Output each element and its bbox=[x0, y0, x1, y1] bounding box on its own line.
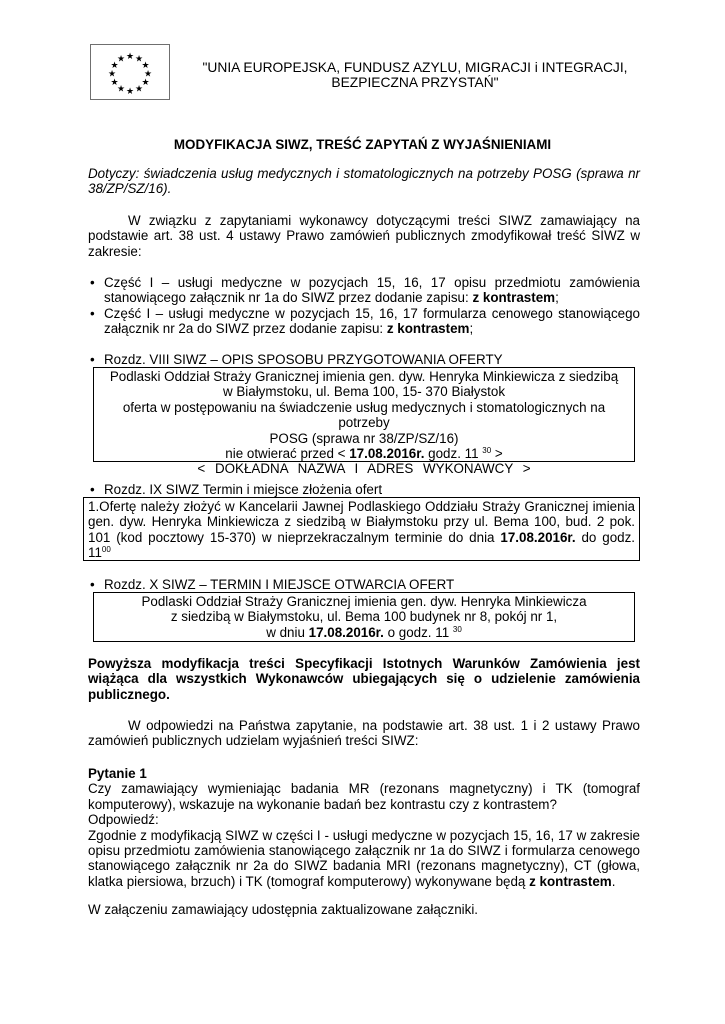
svg-text:★: ★ bbox=[134, 54, 144, 65]
eu-flag-logo bbox=[90, 44, 170, 100]
document-title: MODYFIKACJA SIWZ, TREŚĆ ZAPYTAŃ Z WYJAŚNIENIAMI bbox=[173, 137, 552, 152]
opening-time-line: w dniu 17.08.2016r. o godz. 11 $^{30}$ bbox=[266, 624, 462, 640]
svg-text:★: ★ bbox=[125, 87, 135, 97]
header-line-1: "UNIA EUROPEJSKA, FUNDUSZ AZYLU, MIGRACJI i INTEGRACJI, bbox=[202, 60, 628, 75]
answer-text: Zgodnie z modyfikacją SIWZ w części I - usługi medyczne w pozycjach 15, 16, 17 w zakresie opisu przedmiotu zamówienia stanowiącego załącznik nr 1a do SIWZ i formularza cenowego stanowiącego załącznik nr 2a do SIWZ badania MRI (rezonans magnetyczny), CT (głowa, klatka piersiowa, brzuch) i TK (tomograf komputerowy) wykonywane będą z kontrastem. bbox=[88, 827, 640, 889]
svg-text:★: ★ bbox=[107, 69, 117, 80]
modification-list bbox=[88, 275, 640, 337]
section-10-heading bbox=[88, 577, 640, 592]
section-9-box: 1.Ofertę należy złożyć w Kancelarii Jawnej Podlaskiego Oddziału Straży Granicznej imienia gen. dyw. Henryka Minkiewicza z siedzibą w Białymstoku przy ul. Bema 100, bud. 2 pok. 101 (kod pocztowy 15-370) w nieprzekraczalnym terminie do dnia 17.08.2016r. do godz. $11^{00}$ bbox=[83, 497, 640, 561]
binding-statement: Powyższa modyfikacja treści Specyfikacji Istotnych Warunków Zamówienia jest wiążąca dla wszystkich Wykonawców ubiegających się o udzielenie zamówienia publicznego. bbox=[88, 656, 640, 702]
section-10-box: Podlaski Oddział Straży Granicznej imienia gen. dyw. Henryka Minkiewicza z siedzibą w Białymstoku, ul. Bema 100 budynek nr 8, pokój nr 1, w dniu 17.08.2016r. o godz. 11 $^{30}$ bbox=[93, 592, 635, 642]
question-1 bbox=[88, 766, 640, 889]
list-item: • Część I – usługi medyczne w pozycjach 15, 16, 17 opisu przedmiotu zamówienia stanowiącego załącznik nr 1a do SIWZ przez dodanie zapisu: z kontrastem; bbox=[88, 275, 640, 306]
svg-text:★: ★ bbox=[116, 84, 126, 95]
svg-text:★: ★ bbox=[134, 84, 144, 95]
svg-text:★: ★ bbox=[110, 61, 119, 71]
subject-line: Dotyczy: świadczenia usług medycznych i stomatologicznych na potrzeby POSG (sprawa nr 38/ZP/SZ/16). bbox=[88, 166, 640, 197]
list-item: • Rozdz. VIII SIWZ – OPIS SPOSOBU PRZYGOTOWANIA OFERTY bbox=[88, 352, 640, 367]
section-9-heading bbox=[88, 482, 640, 497]
question-heading: Pytanie 1 bbox=[88, 766, 147, 781]
intro-paragraph: W związku z zapytaniami wykonawcy dotyczącymi treści SIWZ zamawiający na podstawie art. 38 ust. 4 ustawy Prawo zamówień publicznych zmodyfikował treść SIWZ w zakresie: bbox=[88, 213, 640, 259]
list-item: • Część I – usługi medyczne w pozycjach 15, 16, 17 formularza cenowego stanowiącego załącznik nr 2a do SIWZ przez dodanie zapisu: z kontrastem; bbox=[88, 306, 640, 337]
svg-text:★: ★ bbox=[141, 61, 150, 71]
eu-stars-icon bbox=[91, 45, 169, 99]
question-text: Czy zamawiający wymieniając badania MR (rezonans magnetyczny) i TK (tomograf komputerowy), wskazuje na wykonanie badań bez kontrastu czy z kontrastem? bbox=[88, 781, 640, 812]
header-line-2: BEZPIECZNA PRZYSTAŃ" bbox=[331, 75, 499, 90]
list-item: • Rozdz. IX SIWZ Termin i miejsce złożenia ofert bbox=[88, 482, 640, 497]
project-header bbox=[200, 60, 630, 90]
svg-text:★: ★ bbox=[141, 78, 150, 88]
list-item: • Rozdz. X SIWZ – TERMIN I MIEJSCE OTWARCIA OFERT bbox=[88, 577, 640, 592]
svg-text:★: ★ bbox=[110, 78, 119, 88]
answer-label: Odpowiedź: bbox=[88, 812, 159, 828]
attachments-note: W załączeniu zamawiający udostępnia zaktualizowane załączniki. bbox=[88, 902, 479, 917]
section-8-box: Podlaski Oddział Straży Granicznej imienia gen. dyw. Henryka Minkiewicza z siedzibą w Białymstoku, ul. Bema 100, 15- 370 Białystok oferta w postępowaniu na świadczenie usług medycznych i stomatologicznych na potrzeby POSG (sprawa nr 38/ZP/SZ/16) nie otwierać przed < 17.08.2016r. godz. 11 $^{30}$ > < DOKŁADNA NAZWA I ADRES WYKONAWCY > bbox=[93, 367, 635, 462]
opening-date-line: nie otwierać przed < 17.08.2016r. godz. 11 $^{30}$ > bbox=[225, 446, 503, 462]
svg-text:★: ★ bbox=[125, 52, 135, 62]
svg-text:★: ★ bbox=[116, 54, 126, 65]
svg-text:★: ★ bbox=[143, 69, 153, 80]
section-8-heading bbox=[88, 352, 640, 367]
reply-intro: W odpowiedzi na Państwa zapytanie, na podstawie art. 38 ust. 1 i 2 ustawy Prawo zamówień publicznych udzielam wyjaśnień treści SIWZ: bbox=[88, 718, 640, 749]
